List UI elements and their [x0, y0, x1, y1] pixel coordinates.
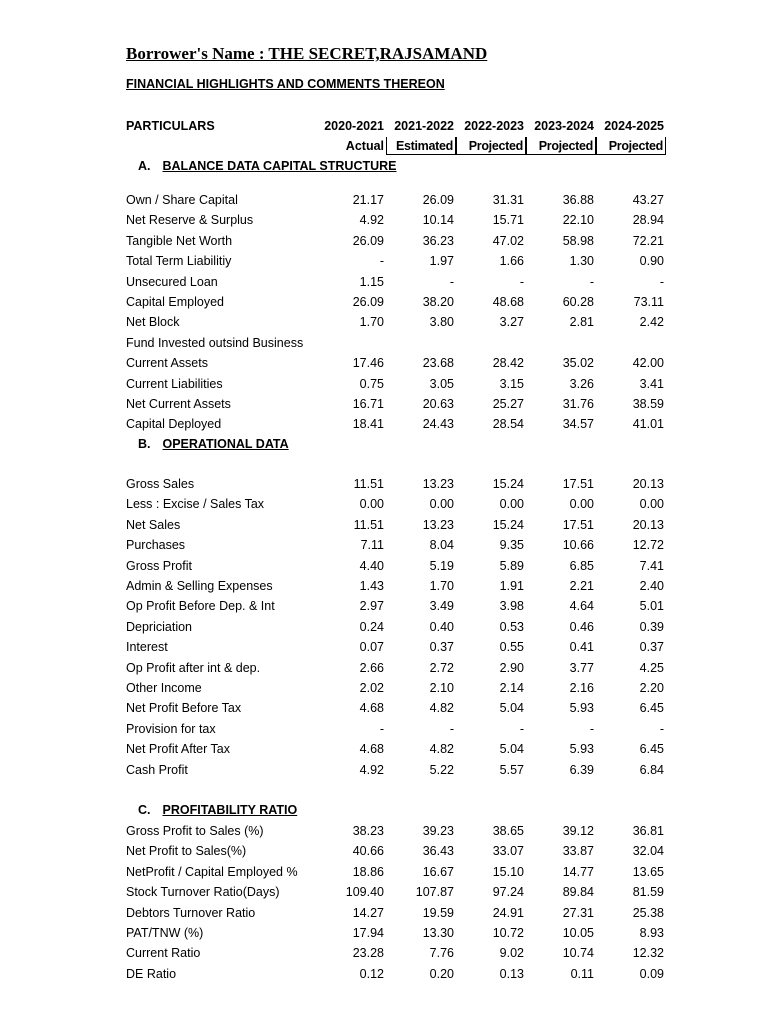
row-value: 33.07	[492, 844, 524, 859]
row-label: Current Assets	[126, 356, 208, 371]
row-label: Stock Turnover Ratio(Days)	[126, 885, 280, 900]
row-value: 1.30	[569, 254, 594, 269]
row-value: 10.66	[562, 538, 594, 553]
row-label: Fund Invested outsind Business	[126, 335, 304, 350]
row-value: 41.01	[632, 417, 664, 432]
row-value: 16.71	[352, 397, 384, 411]
table-row	[0, 763, 768, 783]
row-value: 9.35	[499, 538, 524, 553]
row-value: 1.66	[499, 254, 524, 269]
section-title: BALANCE DATA CAPITAL STRUCTURE	[162, 159, 397, 173]
status-label: Projected	[526, 137, 596, 155]
row-value: 1.91	[499, 579, 524, 593]
row-value: 5.01	[639, 599, 664, 614]
row-value: 2.14	[499, 681, 524, 695]
row-value: 4.40	[359, 558, 384, 573]
table-row	[0, 518, 768, 538]
row-value: 0.20	[429, 966, 454, 981]
row-value: 60.28	[562, 295, 594, 309]
row-label: Op Profit after int & dep.	[126, 660, 261, 675]
row-value: 3.49	[429, 599, 454, 614]
row-value: 10.05	[562, 926, 594, 940]
row-value: 0.00	[429, 497, 454, 512]
table-row	[0, 336, 768, 356]
row-value: 0.00	[569, 497, 594, 512]
table-row	[0, 417, 768, 437]
table-row	[0, 620, 768, 640]
row-value: 3.15	[499, 376, 524, 391]
row-value: 5.04	[499, 701, 524, 716]
year-header: 2022-2023	[464, 119, 524, 133]
row-label: Capital Deployed	[126, 417, 222, 432]
row-value: 22.10	[562, 213, 594, 228]
row-label: Purchases	[126, 538, 186, 553]
row-value: 5.93	[569, 742, 594, 757]
row-value: 1.15	[359, 274, 384, 289]
row-value: 107.87	[415, 885, 454, 900]
row-value: 7.41	[639, 558, 664, 573]
row-label: NetProfit / Capital Employed %	[126, 864, 298, 879]
row-value: 20.13	[632, 477, 664, 491]
table-row	[0, 295, 768, 315]
table-row	[0, 275, 768, 295]
row-value: 3.98	[499, 599, 524, 614]
row-label: Gross Profit to Sales (%)	[126, 824, 264, 838]
row-value: 47.02	[492, 233, 524, 248]
row-value: 43.27	[632, 193, 664, 207]
row-value: 32.04	[632, 844, 664, 859]
row-value: 17.51	[562, 517, 594, 532]
row-value: -	[449, 721, 454, 736]
row-value: 0.53	[499, 619, 524, 634]
row-value: 81.59	[632, 885, 664, 900]
table-row	[0, 397, 768, 417]
row-value: 13.65	[632, 864, 664, 879]
table-row	[0, 193, 768, 213]
row-label: Tangible Net Worth	[126, 233, 233, 248]
row-value: 16.67	[422, 864, 454, 879]
row-value: 36.88	[562, 193, 594, 207]
table-row	[0, 213, 768, 233]
table-row	[0, 824, 768, 844]
row-value: 3.41	[639, 376, 664, 391]
row-label: Net Sales	[126, 517, 181, 532]
row-value: 72.21	[632, 233, 664, 248]
row-value: 6.45	[639, 701, 664, 716]
row-value: 4.68	[359, 742, 384, 757]
row-value: 73.11	[633, 295, 664, 309]
row-value: 38.23	[352, 824, 384, 838]
row-value: -	[589, 274, 594, 289]
row-label: DE Ratio	[126, 966, 177, 981]
row-value: 25.38	[632, 905, 664, 920]
table-row	[0, 599, 768, 619]
row-value: 8.93	[639, 926, 664, 940]
row-label: Less : Excise / Sales Tax	[126, 497, 265, 512]
row-value: 2.81	[569, 315, 594, 330]
row-value: 4.82	[429, 701, 454, 716]
row-value: 2.97	[359, 599, 384, 614]
row-value: 6.45	[639, 742, 664, 757]
row-value: 3.05	[429, 376, 454, 391]
row-label: Other Income	[126, 681, 202, 695]
status-label: Projected	[596, 137, 666, 155]
borrower-title: Borrower's Name : THE SECRET,RAJSAMAND	[126, 44, 488, 63]
row-value: 36.43	[422, 844, 454, 859]
section-heading	[138, 803, 297, 817]
row-value: 0.00	[359, 497, 384, 512]
row-value: 28.54	[492, 417, 524, 432]
row-value: 0.46	[569, 619, 594, 634]
section-letter: A.	[138, 159, 151, 173]
row-value: -	[519, 274, 524, 289]
table-row	[0, 661, 768, 681]
row-value: 6.39	[569, 762, 594, 777]
row-value: 97.24	[492, 885, 524, 900]
row-label: Total Term Liabilitiy	[126, 254, 232, 269]
row-value: 0.09	[639, 966, 664, 981]
row-value: 109.40	[345, 885, 384, 900]
row-value: 21.17	[352, 193, 384, 207]
row-value: 9.02	[499, 946, 524, 961]
status-label: Projected	[456, 137, 526, 155]
section-letter: B.	[138, 437, 151, 451]
row-value: 12.72	[632, 538, 664, 553]
row-value: 25.27	[492, 397, 524, 411]
row-label: Gross Profit	[126, 558, 192, 573]
row-value: -	[379, 721, 384, 736]
row-value: 4.82	[429, 742, 454, 757]
table-row	[0, 967, 768, 987]
row-value: 23.68	[422, 356, 454, 371]
row-value: 0.24	[359, 619, 384, 634]
row-value: 35.02	[562, 356, 594, 371]
row-value: 26.09	[352, 233, 384, 248]
row-label: PAT/TNW (%)	[126, 926, 204, 940]
row-value: 5.19	[429, 558, 454, 573]
row-label: Interest	[126, 640, 168, 655]
row-label: Net Reserve & Surplus	[126, 213, 254, 228]
row-label: Cash Profit	[126, 762, 188, 777]
row-value: 4.25	[639, 660, 664, 675]
row-label: Net Block	[126, 315, 180, 330]
row-value: 3.27	[499, 315, 524, 330]
row-value: 1.70	[429, 579, 454, 593]
row-value: 0.75	[359, 376, 384, 391]
row-value: 12.32	[632, 946, 664, 961]
row-value: 2.20	[639, 681, 664, 695]
row-value: 6.85	[569, 558, 594, 573]
table-row	[0, 254, 768, 274]
row-value: 5.04	[499, 742, 524, 757]
row-value: 33.87	[562, 844, 594, 859]
row-value: 28.42	[492, 356, 524, 371]
row-label: Net Profit Before Tax	[126, 701, 242, 716]
row-value: -	[659, 721, 664, 736]
row-value: 17.94	[352, 926, 384, 940]
row-value: 4.68	[359, 701, 384, 716]
row-label: Current Ratio	[126, 946, 201, 961]
row-value: 3.80	[429, 315, 454, 330]
table-row	[0, 701, 768, 721]
row-value: -	[659, 274, 664, 289]
row-value: -	[449, 274, 454, 289]
row-value: -	[379, 254, 384, 269]
row-value: 27.31	[562, 905, 594, 920]
section-letter: C.	[138, 803, 151, 817]
row-value: 15.10	[492, 864, 524, 879]
row-label: Op Profit Before Dep. & Int	[126, 599, 275, 614]
year-header: 2023-2024	[534, 119, 594, 133]
row-value: 40.66	[352, 844, 384, 859]
row-label: Unsecured Loan	[126, 274, 218, 289]
table-row	[0, 865, 768, 885]
table-row	[0, 946, 768, 966]
row-value: 5.22	[429, 762, 454, 777]
row-value: 0.90	[639, 254, 664, 269]
section-title: OPERATIONAL DATA	[162, 437, 289, 451]
row-value: 0.37	[639, 640, 664, 655]
row-value: 0.40	[429, 619, 454, 634]
row-value: 18.86	[352, 864, 384, 879]
section-heading	[138, 159, 397, 173]
row-value: 13.23	[422, 517, 454, 532]
row-value: 89.84	[562, 885, 594, 900]
row-value: 14.77	[562, 864, 594, 879]
row-label: Depriciation	[126, 619, 193, 634]
row-value: 5.57	[499, 762, 524, 777]
row-value: 2.40	[639, 579, 664, 593]
year-header: 2020-2021	[324, 119, 384, 133]
table-row	[0, 722, 768, 742]
table-row	[0, 234, 768, 254]
row-value: 4.64	[569, 599, 594, 614]
row-value: 13.23	[422, 477, 454, 491]
table-row	[0, 559, 768, 579]
table-row	[0, 640, 768, 660]
row-label: Debtors Turnover Ratio	[126, 905, 256, 920]
table-row	[0, 477, 768, 497]
row-value: 26.09	[422, 193, 454, 207]
table-row	[0, 315, 768, 335]
row-value: 13.30	[422, 926, 454, 940]
row-value: 19.59	[422, 905, 454, 920]
table-row	[0, 579, 768, 599]
row-value: 10.14	[422, 213, 454, 228]
table-row	[0, 906, 768, 926]
row-value: 15.71	[492, 213, 524, 228]
row-value: 7.11	[360, 538, 384, 553]
row-value: 1.97	[429, 254, 454, 269]
row-value: 2.10	[429, 681, 454, 695]
row-value: 23.28	[352, 946, 384, 961]
row-value: 38.65	[492, 824, 524, 838]
row-value: 31.31	[492, 193, 524, 207]
row-value: 4.92	[359, 213, 384, 228]
row-value: 0.13	[499, 966, 524, 981]
row-value: 0.00	[499, 497, 524, 512]
document-subtitle: FINANCIAL HIGHLIGHTS AND COMMENTS THEREON	[126, 77, 445, 91]
table-row	[0, 538, 768, 558]
row-value: 0.37	[429, 640, 454, 655]
row-label: Net Profit After Tax	[126, 742, 230, 757]
row-value: 39.23	[422, 824, 454, 838]
row-label: Admin & Selling Expenses	[126, 579, 273, 593]
row-value: 38.59	[632, 397, 664, 411]
row-label: Net Current Assets	[126, 397, 231, 411]
row-value: 8.04	[429, 538, 454, 553]
row-value: 34.57	[562, 417, 594, 432]
row-value: 1.70	[359, 315, 384, 330]
row-label: Gross Sales	[126, 477, 195, 491]
row-value: 0.41	[569, 640, 594, 655]
year-header: 2021-2022	[394, 119, 454, 133]
table-row	[0, 885, 768, 905]
row-value: 5.89	[499, 558, 524, 573]
status-label: Estimated	[386, 137, 456, 155]
row-value: 20.63	[422, 397, 454, 411]
row-value: 2.02	[359, 681, 384, 695]
row-value: 18.41	[352, 417, 384, 432]
row-value: 3.77	[569, 660, 594, 675]
row-label: Current Liabilities	[126, 376, 223, 391]
row-value: 0.12	[359, 966, 384, 981]
table-row	[0, 926, 768, 946]
row-value: 39.12	[562, 824, 594, 838]
row-value: -	[519, 721, 524, 736]
row-value: 17.46	[352, 356, 384, 371]
section-title: PROFITABILITY RATIO	[162, 803, 298, 817]
row-value: 15.24	[492, 517, 524, 532]
table-row	[0, 742, 768, 762]
row-label: Net Profit to Sales(%)	[126, 844, 247, 859]
row-value: 0.11	[570, 966, 594, 981]
row-label: Provision for tax	[126, 721, 216, 736]
table-row	[0, 377, 768, 397]
row-label: Own / Share Capital	[126, 193, 238, 207]
row-value: 14.27	[352, 905, 384, 920]
row-value: 2.16	[569, 681, 594, 695]
row-value: 0.07	[359, 640, 384, 655]
row-value: 11.51	[353, 517, 384, 532]
row-value: 24.43	[422, 417, 454, 432]
section-heading	[138, 437, 289, 451]
row-value: 26.09	[352, 295, 384, 309]
row-value: 48.68	[492, 295, 524, 309]
row-value: 2.90	[499, 660, 524, 675]
row-value: 31.76	[562, 397, 594, 411]
row-value: 2.72	[429, 660, 454, 675]
table-row	[0, 681, 768, 701]
table-row	[0, 356, 768, 376]
row-value: 17.51	[562, 477, 594, 491]
row-value: 20.13	[632, 517, 664, 532]
row-label: Capital Employed	[126, 295, 224, 309]
row-value: 6.84	[639, 762, 664, 777]
table-row	[0, 844, 768, 864]
row-value: 10.72	[492, 926, 524, 940]
row-value: 0.00	[639, 497, 664, 512]
status-label: Actual	[345, 139, 384, 153]
row-value: 15.24	[492, 477, 524, 491]
row-value: 36.81	[632, 824, 664, 838]
row-value: 36.23	[422, 233, 454, 248]
row-value: 7.76	[429, 946, 454, 961]
row-value: 11.51	[353, 477, 384, 491]
row-value: 5.93	[569, 701, 594, 716]
particulars-header: PARTICULARS	[126, 119, 215, 133]
row-value: 58.98	[562, 233, 594, 248]
row-value: 2.66	[359, 660, 384, 675]
row-value: 2.42	[639, 315, 664, 330]
row-value: 4.92	[359, 762, 384, 777]
row-value: 42.00	[632, 356, 664, 371]
row-value: 0.39	[639, 619, 664, 634]
row-value: 1.43	[359, 579, 384, 593]
row-value: 24.91	[492, 905, 524, 920]
row-value: 3.26	[569, 376, 594, 391]
row-value: 10.74	[562, 946, 594, 961]
row-value: 28.94	[632, 213, 664, 228]
row-value: -	[589, 721, 594, 736]
row-value: 2.21	[569, 579, 594, 593]
year-header: 2024-2025	[604, 119, 664, 133]
table-row	[0, 497, 768, 517]
row-value: 38.20	[422, 295, 454, 309]
row-value: 0.55	[499, 640, 524, 655]
